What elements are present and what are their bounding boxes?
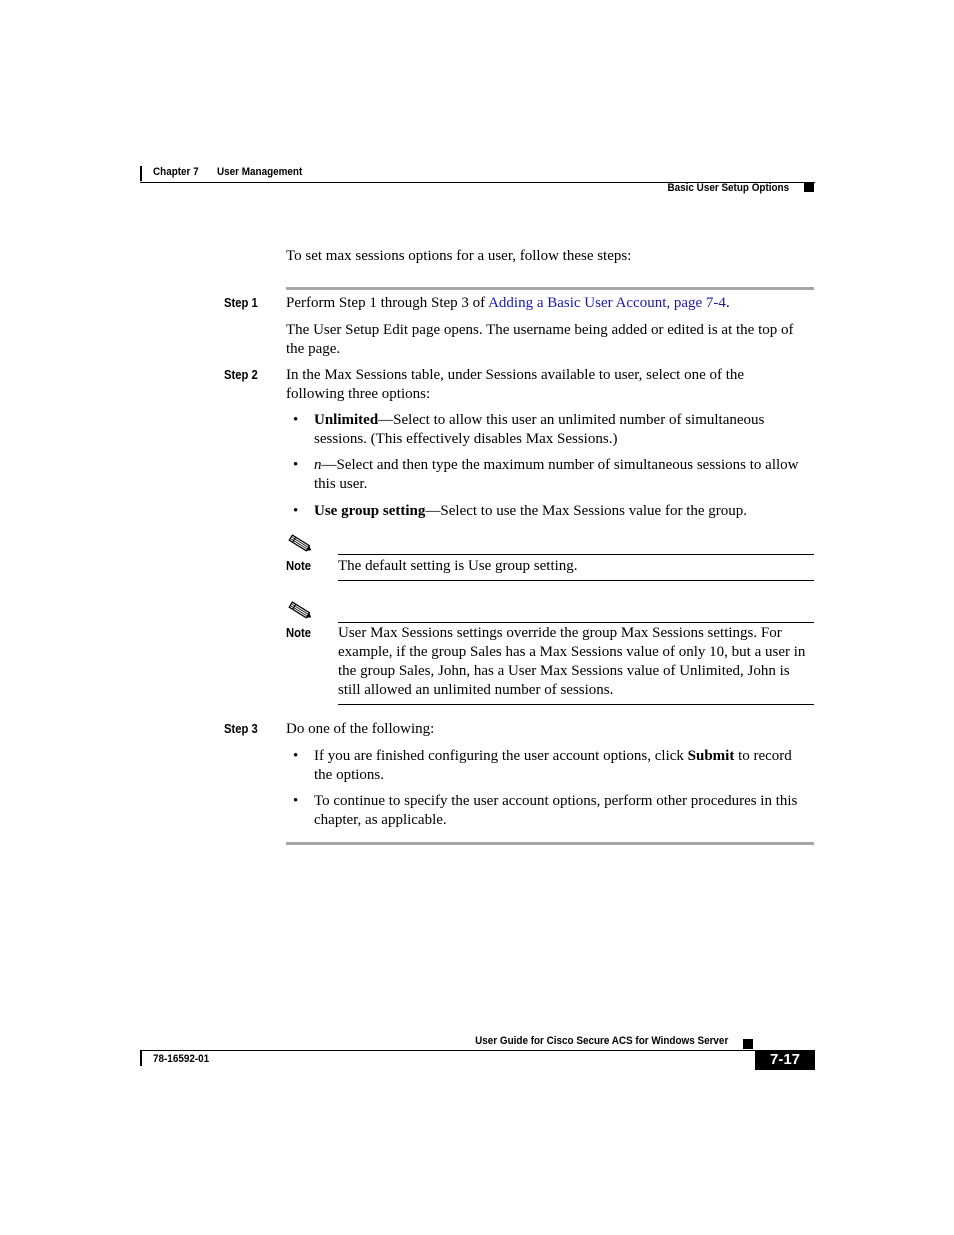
note-1-top-rule [338,554,814,555]
bullet-glyph: • [293,748,299,764]
bullet-glyph: • [293,503,299,519]
step-1-text-before: Perform Step 1 through Step 3 of [286,295,489,311]
note-2-bottom-rule [338,704,814,705]
note-2-label: Note [286,626,312,640]
step-2-label: Step 2 [224,368,258,382]
option-desc: —Select and then type the maximum number of simultaneous sessions to allow this user. [314,457,799,492]
header-chapter: Chapter 7 [153,166,199,178]
page-number: 7-17 [769,1051,801,1068]
footer-doc-number: 78-16592-01 [153,1053,210,1065]
option-term-unlimited: Unlimited [314,412,379,428]
note-2-top-rule [338,622,814,623]
list-item [293,411,809,449]
list-item [293,502,809,521]
list-item [293,792,814,830]
step-3-bullet-2-text: To continue to specify the user account options, perform other procedures in this chapter, as applicable. [314,793,798,828]
note-1-label: Note [286,559,312,573]
step-3-bullet-1-after: to record the options. [314,748,792,783]
step-2-text: In the Max Sessions table, under Sessions available to user, select one of the following three options: [286,367,745,402]
step-1-text [286,294,814,313]
list-item [293,747,809,785]
footer-page-number-box [755,1050,815,1070]
option-term-n: n [314,457,322,473]
footer-rule [140,1050,815,1051]
note-1-text: The default setting is Use group setting. [338,558,578,574]
step-1-paragraph: The User Setup Edit page opens. The username being added or edited is at the top of the page. [286,322,794,357]
option-term-use-group-setting: Use group setting [314,503,426,519]
footer-left-bar [140,1050,142,1066]
option-desc: —Select to allow this user an unlimited number of simultaneous sessions. (This effectively disables Max Sessions.) [314,412,765,447]
bullet-glyph: • [293,412,299,428]
intro-text: To set max sessions options for a user, follow these steps: [286,248,632,264]
footer-marker-square [743,1039,753,1049]
procedure-bottom-rule [286,842,814,845]
note-2-text: User Max Sessions settings override the group Max Sessions settings. For example, if the group Sales has a Max Sessions value of only 10, but a user in the group Sales, John, has a User Max Sessions value of Unlimited, John is still allowed an unlimited number of sessions. [338,625,806,698]
bullet-glyph: • [293,457,299,473]
note-1-bottom-rule [338,580,814,581]
step-1-text-after: . [725,295,730,311]
submit-term: Submit [687,748,735,764]
step-1-label: Step 1 [224,296,258,310]
pencil-icon [288,600,314,622]
header-marker-square [804,183,814,192]
list-item [293,456,809,494]
option-desc: —Select to use the Max Sessions value for the group. [425,503,748,519]
step-3-bullet-1-before: If you are finished configuring the user account options, click [314,748,688,764]
procedure-top-rule [286,287,814,290]
step-3-label: Step 3 [224,722,258,736]
step-3-text: Do one of the following: [286,721,435,737]
pencil-icon [288,533,314,555]
header-left-bar [140,166,142,181]
adding-basic-user-account-link[interactable]: Adding a Basic User Account, page 7-4 [488,295,726,311]
bullet-glyph: • [293,793,299,809]
header-chapter-title: User Management [217,166,303,178]
header-section-title: Basic User Setup Options [667,182,789,194]
footer-guide-title: User Guide for Cisco Secure ACS for Windows Server [474,1035,728,1047]
